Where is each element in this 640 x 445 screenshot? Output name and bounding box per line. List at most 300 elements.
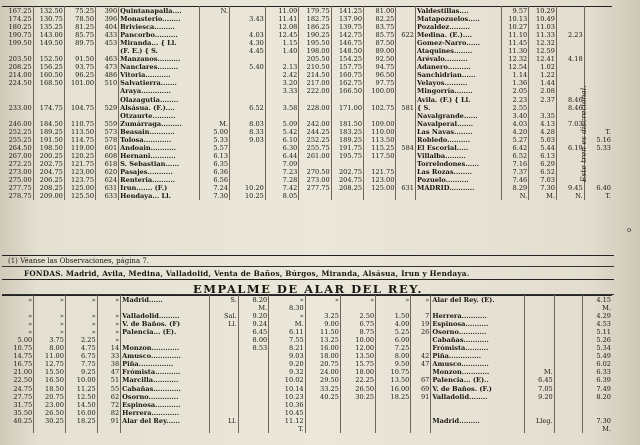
time-cell: » (97, 336, 121, 344)
time-cell: 7.46 (501, 176, 529, 184)
station-cell: Cabañas............ (121, 385, 210, 393)
time-cell (411, 304, 431, 312)
time-cell: 47 (411, 360, 431, 368)
time-cell: 6.10 (265, 136, 299, 144)
time-cell: 181.50 (331, 120, 363, 128)
time-cell: M. (602, 304, 611, 313)
time-cell: 5.27 (501, 136, 529, 144)
time-cell (554, 401, 582, 409)
time-cell: 246.00 (2, 120, 33, 128)
timetable-row (2, 79, 612, 87)
time-cell: 8.20 (596, 392, 611, 401)
time-cell: 62 (97, 393, 121, 401)
station-cell: Beasain........... (119, 128, 200, 136)
time-cell: 148.50 (331, 47, 363, 55)
time-cell: 142.75 (331, 31, 363, 39)
time-cell: 89.75 (64, 39, 95, 47)
time-cell: M. (525, 368, 554, 376)
time-cell (64, 87, 95, 95)
time-cell: » (2, 328, 34, 336)
time-cell (529, 104, 557, 112)
time-cell: 4.29 (596, 312, 611, 321)
time-cell: 8.05 (265, 192, 299, 200)
time-cell: 10.49 (529, 15, 557, 23)
time-cell: » (269, 312, 305, 320)
time-cell: » (2, 296, 34, 305)
time-cell: 4.75 (65, 344, 97, 352)
time-cell: 11.10 (501, 31, 529, 39)
time-cell: 199.50 (2, 39, 33, 47)
time-cell: 94.75 (364, 63, 396, 71)
time-cell: 18.50 (34, 385, 66, 393)
station-cell: Valladolid......... (121, 312, 210, 320)
time-cell (97, 425, 121, 433)
time-cell: 92.50 (364, 55, 396, 63)
time-cell: 137.90 (331, 15, 363, 23)
station-cell: V. de Baños. (F.) (431, 385, 525, 393)
time-cell (411, 417, 431, 425)
time-cell (33, 112, 64, 120)
time-cell: 5.09 (265, 120, 299, 128)
time-cell: 1.15 (265, 39, 299, 47)
time-cell: 117.50 (364, 152, 396, 160)
time-cell: 5.34 (596, 344, 611, 353)
time-cell: 4.30 (230, 39, 266, 47)
time-cell: 2.42 (265, 71, 299, 79)
timetable-row (2, 15, 612, 23)
time-cell (584, 7, 612, 16)
time-cell: M. (200, 120, 230, 128)
time-cell (230, 144, 266, 152)
time-cell: » (2, 320, 34, 328)
time-cell: 15.50 (34, 368, 66, 376)
time-cell: 82.25 (364, 15, 396, 23)
time-cell (210, 328, 238, 336)
time-cell (2, 425, 34, 433)
time-cell: 463 (96, 55, 119, 63)
timetable-row (2, 31, 612, 39)
time-cell: 5.16 (596, 135, 611, 144)
time-cell (238, 417, 269, 425)
time-cell: 7.16 (501, 160, 529, 168)
time-cell (582, 401, 612, 409)
time-cell: 33.25 (305, 385, 340, 393)
time-cell: 8.29 (501, 184, 529, 192)
time-cell: 6.75 (340, 320, 375, 328)
time-cell (200, 104, 230, 112)
time-cell: 16.00 (65, 409, 97, 417)
time-cell: 11.50 (305, 328, 340, 336)
time-cell (376, 409, 411, 417)
time-cell: 174.25 (2, 15, 33, 23)
time-cell: 24.75 (2, 385, 34, 393)
time-cell: 622 (396, 31, 416, 39)
station-cell: Monasterio........ (119, 15, 200, 23)
time-cell (265, 112, 299, 120)
time-cell: 7.30 (200, 192, 230, 200)
time-cell: 6.52 (501, 152, 529, 160)
time-cell: 110.00 (364, 128, 396, 136)
time-cell: 6.40 (596, 184, 611, 193)
time-cell: 3.43 (230, 15, 266, 23)
time-cell: 109.00 (364, 120, 396, 128)
time-cell: 10.13 (501, 15, 529, 23)
station-cell: S. Sebastian...... (119, 160, 200, 168)
timetable-row (2, 144, 612, 152)
time-cell: 8.33 (230, 128, 266, 136)
time-cell: 8.03 (230, 120, 266, 128)
time-cell: 7.37 (501, 168, 529, 176)
station-cell: Vitoria........... (119, 71, 200, 79)
time-cell: 87.50 (364, 39, 396, 47)
time-cell: 2.23 (556, 31, 584, 39)
station-cell (121, 304, 210, 312)
station-cell (431, 401, 525, 409)
time-cell: 18.25 (376, 393, 411, 401)
time-cell: 81.00 (364, 7, 396, 16)
time-cell: 6.13 (529, 152, 557, 160)
station-cell: El Escorial..... (416, 144, 501, 152)
time-cell: 278.75 (2, 192, 33, 200)
time-cell (411, 336, 431, 344)
time-cell (238, 409, 269, 417)
time-cell: M. (602, 424, 611, 433)
time-cell: 130.75 (33, 15, 64, 23)
time-cell: 198.00 (299, 47, 331, 55)
timetable-row (2, 47, 612, 55)
time-cell: 6.39 (596, 376, 611, 385)
time-cell: 8.00 (34, 344, 66, 352)
time-cell (525, 352, 554, 360)
time-cell: 11.45 (501, 39, 529, 47)
time-cell: 10.02 (269, 376, 305, 384)
timetable-row (2, 344, 612, 352)
time-cell (364, 160, 396, 168)
divider (2, 266, 614, 267)
station-cell (416, 192, 501, 200)
time-cell: 5.44 (529, 144, 557, 152)
time-cell: 2.13 (265, 63, 299, 71)
station-cell: Irun....... (F.) (119, 184, 200, 192)
station-cell: Gomez-Narro...... (416, 39, 501, 47)
station-cell: Renteria.......... (119, 176, 200, 184)
time-cell: 113.50 (64, 128, 95, 136)
time-cell (396, 71, 416, 79)
time-cell: 5.00 (2, 336, 34, 344)
time-cell: 47 (97, 368, 121, 376)
time-cell: 3.58 (265, 104, 299, 112)
station-cell: Osorno............ (431, 328, 525, 336)
time-cell (556, 15, 584, 23)
station-cell (431, 409, 525, 417)
station-cell: Medina. (E.).... (416, 31, 501, 39)
time-cell (230, 55, 266, 63)
time-cell: 4.03 (501, 120, 529, 128)
time-cell (230, 23, 266, 31)
station-cell: Osorno............. (121, 393, 210, 401)
station-cell: Hernani........... (119, 152, 200, 160)
station-cell: Manzanos.......... (119, 55, 200, 63)
time-cell: 4.53 (596, 320, 611, 329)
time-cell: 4.15 (582, 296, 612, 305)
time-cell: M. (269, 320, 305, 328)
time-cell: 42 (411, 352, 431, 360)
time-cell: 174.75 (33, 104, 64, 112)
time-cell: 20.75 (34, 393, 66, 401)
time-cell: 190.75 (2, 31, 33, 39)
time-cell: 5.57 (200, 144, 230, 152)
time-cell: 191.75 (331, 144, 363, 152)
time-cell: 208.25 (331, 184, 363, 192)
fondas-line: FONDAS. Madrid, Avila, Medina, Valladolid, Venta de Baños, Búrgos, Miranda, Alsásua, Irun y Hendaya. (24, 269, 470, 278)
time-cell: T. (605, 127, 611, 136)
time-cell (411, 409, 431, 417)
section-title: EMPALME DE ALAR DEL REY. (193, 282, 423, 296)
time-cell: 14.50 (65, 401, 97, 409)
time-cell: 5.26 (596, 336, 611, 345)
time-cell (554, 368, 582, 376)
time-cell: 4.00 (376, 320, 411, 328)
time-cell: 121.75 (364, 168, 396, 176)
timetable-row (2, 401, 612, 409)
time-cell (34, 425, 66, 433)
time-cell: 214.50 (299, 71, 331, 79)
time-cell: 224.50 (2, 79, 33, 87)
time-cell: 115.25 (364, 144, 396, 152)
time-cell: 3.33 (265, 87, 299, 95)
timetable-row (2, 336, 612, 344)
time-cell (210, 352, 238, 360)
time-cell: 189.25 (33, 128, 64, 136)
station-cell: Hendaya... Ll. (119, 192, 200, 200)
station-cell: Pancorbo.......... (119, 31, 200, 39)
station-cell: Piña............... (121, 360, 210, 368)
time-cell: 581 (396, 104, 416, 112)
time-cell: 20.75 (305, 360, 340, 368)
time-cell: 601 (96, 144, 119, 152)
time-cell: 2.25 (65, 336, 97, 344)
time-cell: 9.32 (269, 368, 305, 376)
time-cell: 5.49 (596, 352, 611, 361)
time-cell (33, 96, 64, 104)
time-cell: » (97, 328, 121, 336)
station-cell: { S. (416, 104, 501, 112)
time-cell (331, 192, 363, 200)
station-cell: Valladolid........ (431, 393, 525, 401)
time-cell (200, 39, 230, 47)
time-cell: 12.32 (529, 39, 557, 47)
time-cell: 255.25 (2, 136, 33, 144)
time-cell: 7.30 (596, 416, 611, 425)
time-cell: 275.00 (2, 176, 33, 184)
time-cell: 182.75 (299, 15, 331, 23)
time-cell: 162.75 (331, 79, 363, 87)
time-cell: 10.36 (269, 401, 305, 409)
time-cell (340, 417, 375, 425)
time-cell: 7.05 (525, 385, 554, 393)
time-cell: 31.75 (2, 401, 34, 409)
time-cell: 3.40 (501, 112, 529, 120)
time-cell (525, 425, 554, 433)
station-cell: Amusco............. (121, 352, 210, 360)
time-cell: 6.52 (230, 104, 266, 112)
time-cell: 27.75 (2, 393, 34, 401)
time-cell: 3.35 (529, 112, 557, 120)
station-cell: Alsásua. (F.).... (119, 104, 200, 112)
time-cell: 5.33 (596, 143, 611, 152)
station-cell: Alar del Rey...... (121, 417, 210, 425)
timetable-row (2, 360, 612, 368)
station-cell: Sanchidrian...... (416, 71, 501, 79)
time-cell: 18.00 (305, 352, 340, 360)
time-cell (238, 368, 269, 376)
time-cell: 10.45 (269, 409, 305, 417)
station-cell: Mingorría........ (416, 87, 501, 95)
station-cell: Villalba......... (416, 152, 501, 160)
time-cell (200, 71, 230, 79)
station-cell: Valdestillas.... (416, 7, 501, 16)
time-cell (305, 425, 340, 433)
time-cell (396, 87, 416, 95)
time-cell: 9.20 (525, 393, 554, 401)
time-cell (64, 112, 95, 120)
time-cell: 206.25 (33, 176, 64, 184)
station-cell: Nanclares......... (119, 63, 200, 71)
time-cell (238, 425, 269, 433)
time-cell: 4.28 (529, 128, 557, 136)
station-cell: Quintanapalla.... (119, 7, 200, 16)
time-cell (554, 417, 582, 425)
time-cell: 10.75 (2, 344, 34, 352)
time-cell (554, 376, 582, 384)
time-cell: 6.02 (596, 360, 611, 369)
time-cell: 390 (96, 7, 119, 16)
time-cell: 120.25 (64, 152, 95, 160)
station-cell: Tolosa............ (119, 136, 200, 144)
timetable-row (2, 192, 612, 200)
time-cell: 267.00 (2, 152, 33, 160)
time-cell: 5.33 (200, 136, 230, 144)
time-cell (396, 96, 416, 104)
time-cell: 14 (97, 344, 121, 352)
time-cell: 261.00 (299, 152, 331, 160)
time-cell: 203.50 (2, 55, 33, 63)
time-cell: 7.55 (269, 336, 305, 344)
time-cell (230, 71, 266, 79)
time-cell: 208.25 (2, 63, 33, 71)
time-cell: 125.50 (64, 192, 95, 200)
time-cell: 270.50 (299, 168, 331, 176)
timetable-row (2, 152, 612, 160)
time-cell (230, 152, 266, 160)
divider (2, 279, 614, 280)
time-cell: 11.25 (65, 385, 97, 393)
station-cell: Olazagutia........ (119, 96, 200, 104)
time-cell: 11.41 (265, 15, 299, 23)
station-cell: Espinosa........... (121, 401, 210, 409)
time-cell: 6.56 (200, 176, 230, 184)
time-cell (96, 112, 119, 120)
time-cell: 7.03 (556, 120, 584, 128)
time-cell: 33 (97, 352, 121, 360)
timetable-row (2, 71, 612, 79)
time-cell (340, 409, 375, 417)
time-cell: 10.23 (269, 393, 305, 401)
timetable-row (2, 385, 612, 393)
time-cell: 4.20 (501, 128, 529, 136)
station-cell: Palencia... (E). (121, 328, 210, 336)
time-cell (64, 47, 95, 55)
time-cell: 273.00 (2, 168, 33, 176)
time-cell: 6.13 (200, 152, 230, 160)
time-cell (376, 304, 411, 312)
time-cell: 15.75 (340, 360, 375, 368)
time-cell: 11.33 (529, 31, 557, 39)
time-cell: 272.25 (2, 160, 33, 168)
time-cell (376, 425, 411, 433)
time-cell: » (65, 328, 97, 336)
timetable-row (2, 328, 612, 336)
station-cell: Herrera........... (431, 312, 525, 320)
time-cell: 96.25 (64, 71, 95, 79)
time-cell: 55 (97, 385, 121, 393)
time-cell: 135.25 (33, 23, 64, 31)
time-cell: 180.25 (2, 23, 33, 31)
timetable-row (2, 168, 612, 176)
time-cell: 252.25 (2, 128, 33, 136)
time-cell: 6.52 (529, 168, 557, 176)
time-cell (238, 376, 269, 384)
station-cell: (F. E.) { S. (119, 47, 200, 55)
station-cell: Pozaldez......... (416, 23, 501, 31)
time-cell (2, 96, 33, 104)
time-cell: 123.00 (364, 176, 396, 184)
time-cell (396, 136, 416, 144)
time-cell: 190.25 (299, 31, 331, 39)
time-cell: » (269, 296, 305, 305)
time-cell (230, 7, 266, 16)
time-cell: » (34, 296, 66, 305)
time-cell (396, 192, 416, 200)
time-cell (331, 112, 363, 120)
time-cell (376, 401, 411, 409)
timetable-sheet (2, 6, 627, 445)
time-cell: 11.00 (34, 352, 66, 360)
time-cell: 157.75 (331, 63, 363, 71)
time-cell: 97.75 (364, 79, 396, 87)
time-cell: 6.36 (200, 168, 230, 176)
station-cell: Las Rozas........ (416, 168, 501, 176)
time-cell (525, 360, 554, 368)
time-cell (230, 168, 266, 176)
time-cell (299, 192, 331, 200)
time-cell: 11.03 (529, 23, 557, 31)
timetable-row (2, 409, 612, 417)
time-cell: 195.50 (299, 39, 331, 47)
station-cell: Las Navas........ (416, 128, 501, 136)
time-cell (210, 304, 238, 312)
time-cell (33, 87, 64, 95)
time-cell: 208.25 (33, 184, 64, 192)
timetable-row (2, 417, 612, 425)
time-cell (210, 336, 238, 344)
time-cell (411, 344, 431, 352)
time-cell: » (97, 296, 121, 305)
time-cell: 8.46 (556, 96, 584, 104)
station-cell: Briviesca......... (119, 23, 200, 31)
station-cell: Madrid......... (431, 417, 525, 425)
timetable-row (2, 104, 612, 112)
